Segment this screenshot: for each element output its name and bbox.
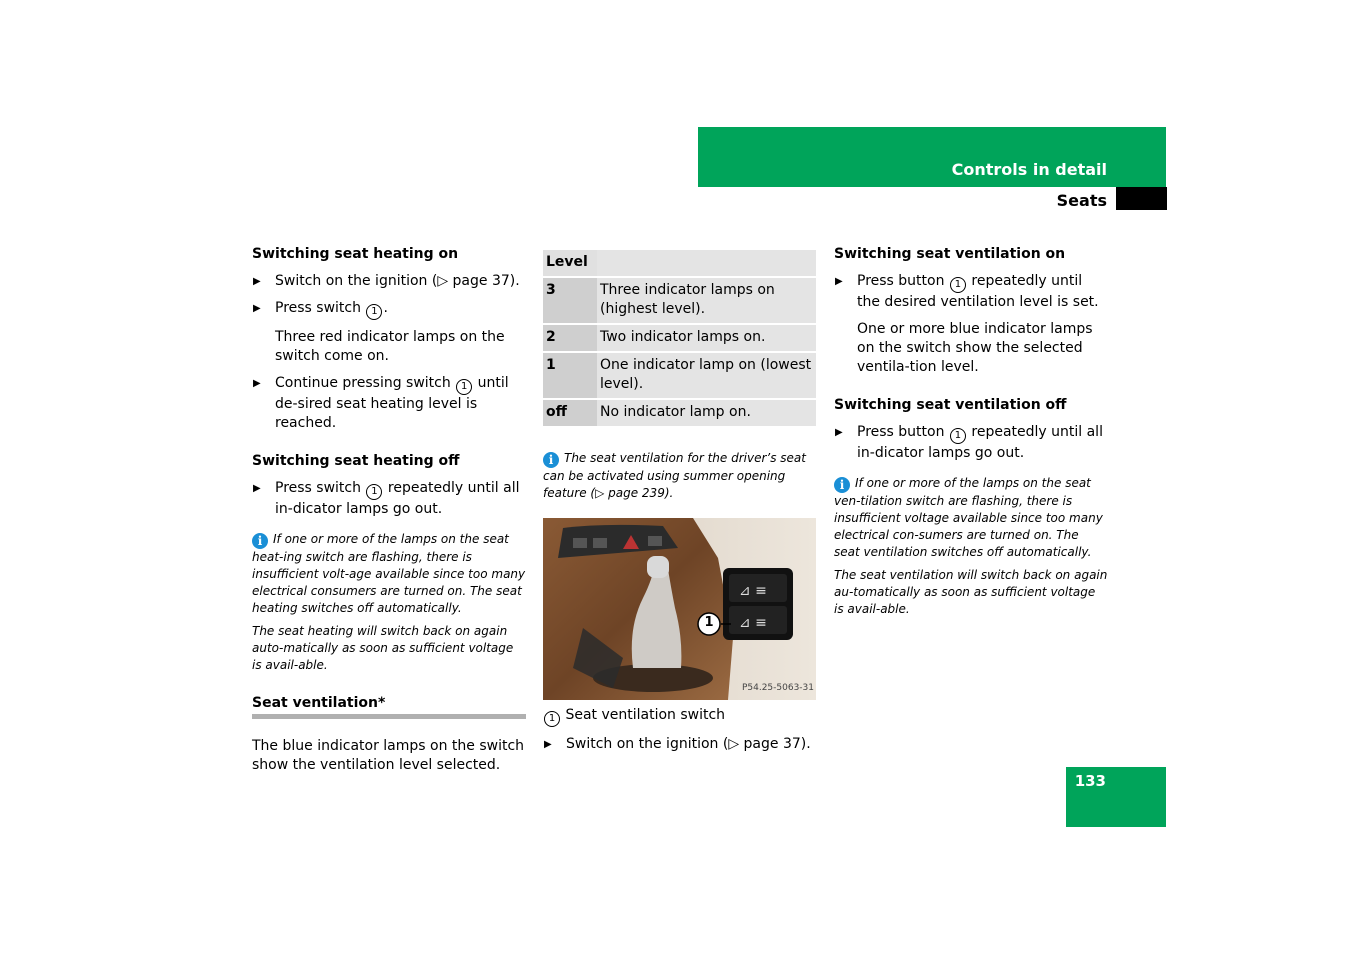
step-text-end: until de-sired seat heating level is reached. [275,375,509,431]
step-text-end: repeatedly until all in-dicator lamps go out. [857,424,1103,461]
console-illustration [543,518,816,700]
step-ignition [252,272,526,291]
bullet-arrow-icon: ▶ [253,276,261,287]
info-note-continued: The seat ventilation will switch back on again au-tomatically as soon as sufficient voltage is avail-able. [834,568,1108,616]
bullet-arrow-icon: ▶ [835,427,843,438]
step-ignition [543,735,817,754]
right-column [834,244,1108,624]
info-icon: i [252,533,268,549]
step-text-end: repeatedly until the desired ventilation level is set. [857,273,1099,310]
table-header-level: Level [543,250,597,277]
step-press-button [834,272,1108,312]
heading-ventilation-on: Switching seat ventilation on [834,246,1066,262]
svg-text:⊿ ≡: ⊿ ≡ [739,615,767,631]
heading-seat-ventilation: Seat ventilation* [252,694,526,719]
description-cell: One indicator lamp on (lowest level). [597,352,816,399]
step-text: Press switch [275,480,366,496]
callout-1-icon: 1 [950,428,966,444]
left-column [252,244,526,775]
bullet-arrow-icon: ▶ [544,739,552,750]
level-cell: off [543,399,597,427]
note-text: If one or more of the lamps on the seat heat-ing switch are flashing, there is insufficient volt-age available since too many electrical consumers are turned on. The seat heating switches off automatically. [252,532,526,615]
console-photo [543,518,816,700]
table-row [543,324,816,352]
step-text-end: ). [800,736,811,752]
bullet-arrow-icon: ▶ [253,303,261,314]
step-press-switch [252,299,526,320]
step-press-button-repeatedly [834,423,1108,463]
section-title: Seats [1056,191,1107,210]
step-press-repeatedly [252,479,526,519]
page-ref-link[interactable]: ▷ page 239 [595,486,665,500]
step-text: Press button [857,424,949,440]
photo-caption [543,706,817,727]
heading-heating-off: Switching seat heating off [252,453,460,469]
page-ref-link[interactable]: ▷ page 37 [437,273,510,289]
callout-1-icon: 1 [544,711,560,727]
step-text: Switch on the ignition ( [275,273,438,289]
step-text-end: repeatedly until all in-dicator lamps go out. [275,480,520,517]
caption-text: Seat ventilation switch [565,707,726,723]
info-note [834,475,1108,561]
step-continue-pressing [252,374,526,433]
info-note-continued: The seat heating will switch back on again auto-matically as soon as sufficient voltage is avail-able. [252,624,514,672]
bullet-arrow-icon: ▶ [253,483,261,494]
step-text: Press button [857,273,949,289]
info-note [252,531,526,617]
photo-code: P54.25-5063-31 [741,683,814,693]
step-text-end: ). [509,273,520,289]
step-text: Continue pressing switch [275,375,456,391]
note-text: If one or more of the lamps on the seat ven-tilation switch are flashing, there is insufficient voltage available since too many electrical con-sumers are turned on. The seat ventilation switches off automatically. [834,476,1103,559]
note-text-end: ). [664,486,674,500]
heading-ventilation-off: Switching seat ventilation off [834,397,1067,413]
step-text: Switch on the ignition ( [566,736,729,752]
table-header-row [543,250,816,277]
step-text: Press switch [275,300,366,316]
table-row [543,277,816,324]
description-cell: Three indicator lamps on (highest level). [597,277,816,324]
table-row [543,399,816,427]
callout-1-icon: 1 [950,277,966,293]
middle-column [543,250,817,762]
description-cell: Two indicator lamps on. [597,324,816,352]
svg-text:⊿ ≡: ⊿ ≡ [739,583,767,599]
ventilation-description: The blue indicator lamps on the switch show the ventilation level selected. [252,738,525,773]
info-note-summer-opening [543,450,817,502]
photo-callout-number: 1 [704,615,714,630]
bullet-arrow-icon: ▶ [835,276,843,287]
step-text-end: . [383,300,388,316]
level-table [543,250,816,428]
section-marker-bar [1116,187,1167,210]
table-header-empty [597,250,816,277]
note-text: The seat ventilation for the driver’s seat can be activated using summer opening feature ( [543,451,806,500]
bullet-arrow-icon: ▶ [253,378,261,389]
step-result: One or more blue indicator lamps on the switch show the selected ventila-tion level. [857,321,1093,375]
callout-1-icon: 1 [456,379,472,395]
info-icon: i [543,452,559,468]
table-row [543,352,816,399]
level-cell: 2 [543,324,597,352]
heading-heating-on: Switching seat heating on [252,246,459,262]
page-ref-link[interactable]: ▷ page 37 [728,736,801,752]
level-cell: 1 [543,352,597,399]
page-number: 133 [1074,772,1106,790]
level-cell: 3 [543,277,597,324]
description-cell: No indicator lamp on. [597,399,816,427]
step-result: Three red indicator lamps on the switch come on. [275,329,505,364]
callout-1-icon: 1 [366,484,382,500]
callout-1-icon: 1 [366,304,382,320]
chapter-title: Controls in detail [951,160,1107,179]
info-icon: i [834,477,850,493]
